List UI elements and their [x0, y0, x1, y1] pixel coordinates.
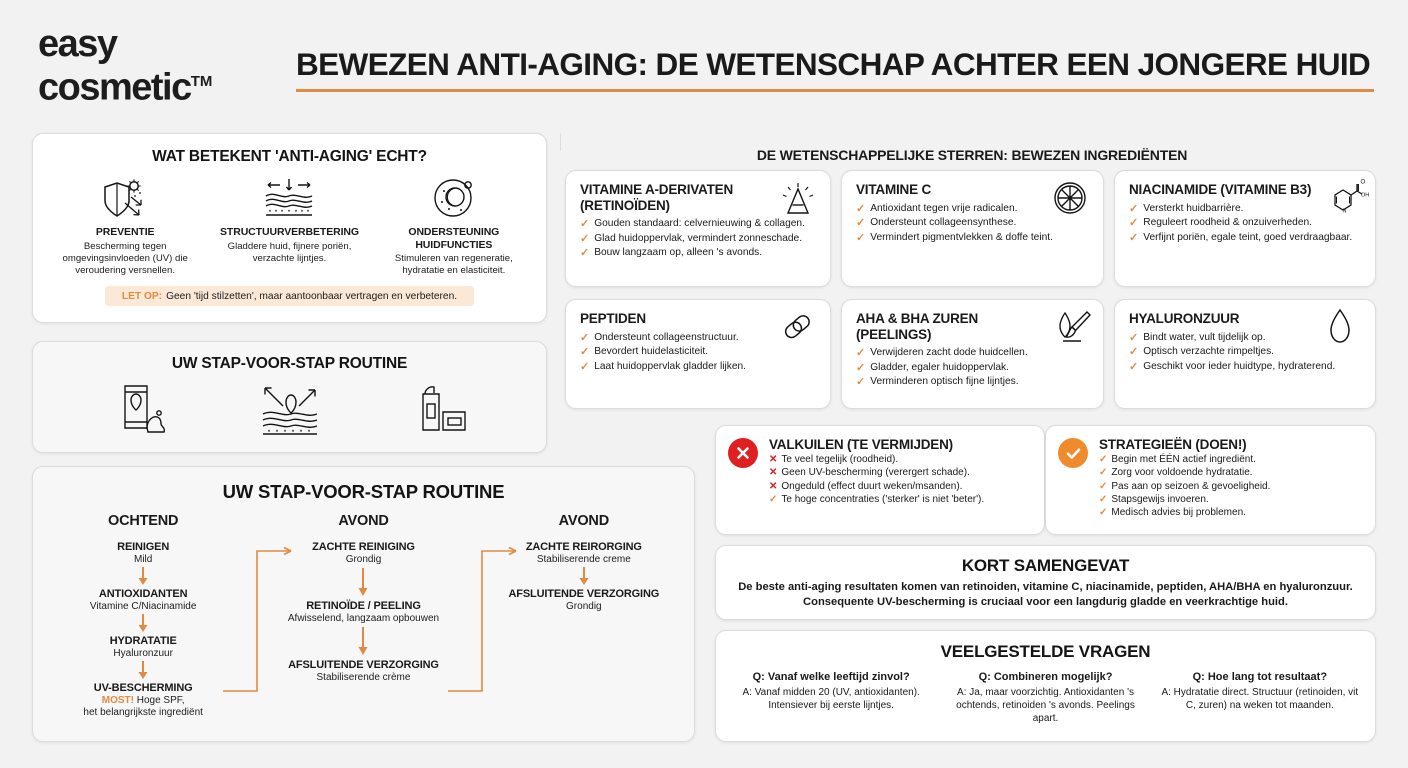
check-icon: ✓	[856, 231, 866, 244]
flow-step-sub: Hyaluronzuur	[113, 648, 173, 659]
retinoid-a-icon	[778, 179, 818, 219]
flow-connectors	[33, 467, 696, 743]
check-icon: ✓	[580, 360, 590, 373]
pitfalls-wrap	[716, 426, 1044, 506]
pitfall-item: ✓ Te hoge concentraties ('sterker' is niet 'beter').	[769, 493, 985, 505]
bullet-item: ✓ Bevordert huidelasticiteit.	[580, 346, 709, 358]
ingredient-head	[842, 171, 1103, 198]
flow-step-head: ZACHTE REIRORGING	[525, 541, 642, 553]
x-icon: ✕	[769, 454, 778, 465]
check-icon: ✓	[856, 202, 866, 215]
check-icon: ✓	[1099, 507, 1108, 519]
faq-question: Q: Vanaf welke leeftijd zinvol?	[752, 671, 910, 683]
ingredient-bullets	[566, 213, 830, 261]
molecule-icon	[1323, 179, 1370, 219]
flow-step-head: AFSLUITENDE VERZORGING	[508, 588, 660, 600]
bullet-item: ✓ Optisch verzachte rimpeltjes.	[1129, 346, 1275, 358]
bullet-item: ✓ Reguleert roodheid & onzuiverheden.	[1129, 217, 1312, 229]
check-icon: ✓	[580, 331, 590, 344]
strategy-item: ✓ Stapsgewijs invoeren.	[1099, 493, 1209, 505]
brand-line-1: easy	[38, 23, 117, 65]
faq-question: Q: Combineren mogelijk?	[978, 671, 1113, 683]
skin-layers-icon	[213, 177, 365, 221]
x-icon: ✕	[769, 480, 778, 492]
strategy-item: ✓ Begin met ÉÉN actief ingrediënt.	[1099, 454, 1256, 465]
card-pitfalls	[715, 425, 1045, 535]
section-divider	[560, 133, 561, 151]
card-strategies	[1045, 425, 1376, 535]
check-icon: ✓	[1129, 346, 1139, 358]
faq-columns	[716, 670, 1375, 725]
faq-answer: A: Hydratatie direct. Structuur (retinoiden, vit C, zuren) na weken tot maanden.	[1161, 687, 1359, 711]
meaning-desc: Gladdere huid, fijnere poriën, verzachte lijntjes.	[227, 240, 352, 264]
ingredient-head	[842, 300, 1103, 342]
ingredient-card-aha-bha	[841, 299, 1104, 409]
flow-step-sub: Grondig	[345, 554, 382, 565]
check-circle-icon	[1058, 438, 1088, 468]
flow-step-head: RETINOÏDE / PEELING	[306, 600, 421, 612]
ingredient-card-vitamin-c	[841, 170, 1104, 287]
bullet-item: ✓ Ondersteunt collageenstructuur.	[580, 331, 739, 344]
pitfalls-body	[769, 437, 1032, 506]
check-icon: ✓	[1099, 467, 1108, 479]
faq-item	[938, 670, 1152, 725]
ingredient-card-retinoids	[565, 170, 831, 287]
ingredient-card-niacinamide	[1114, 170, 1376, 287]
meaning-heading: ONDERSTEUNING HUIDFUNCTIES	[408, 226, 500, 251]
pitfall-item: ✕ Te veel tegelijk (roodheid).	[769, 454, 899, 465]
check-icon: ✓	[856, 376, 866, 388]
page-title: BEWEZEN ANTI-AGING: DE WETENSCHAP ACHTER EEN JONGERE HUID	[296, 46, 1371, 82]
flow-col-title: AVOND	[558, 513, 609, 529]
hydration-skin-icon	[214, 379, 365, 439]
flow-step-head: AFSLUITENDE VERZORGING	[288, 659, 439, 671]
check-icon: ✓	[1129, 331, 1139, 344]
strategy-item: ✓ Zorg voor voldoende hydratatie.	[1099, 467, 1253, 479]
svg-text:OH: OH	[1361, 192, 1370, 199]
flow-step-sub: MOST! Hoge SPF,	[101, 695, 185, 706]
x-icon: ✕	[769, 467, 778, 479]
ingredients-section-heading: DE WETENSCHAPPELIJKE STERREN: BEWEZEN INGREDIËNTEN	[756, 147, 1188, 163]
faq-answer: A: Ja, maar voorzichtig. Antioxidanten 's ochtends, retinoiden 's avonds. Peelings apart.	[956, 687, 1135, 724]
flow-step-head: UV-BESCHERMING	[93, 682, 193, 694]
strategy-item: ✓ Pas aan op seizoen & gevoeligheid.	[1099, 480, 1271, 492]
shield-sun-icon	[49, 177, 201, 221]
check-icon: ✓	[1099, 493, 1108, 505]
meaning-heading: STRUCTUURVERBETERING	[220, 226, 359, 238]
meaning-desc: Bescherming tegen omgevingsinvloeden (UV) die veroudering versnellen.	[62, 240, 188, 276]
faq-question: Q: Hoe lang tot resultaat?	[1192, 671, 1328, 683]
bullet-item: ✓ Bouw langzaam op, alleen 's avonds.	[580, 247, 763, 259]
bullet-item: ✓ Versterkt huidbarrière.	[1129, 202, 1244, 215]
check-icon: ✓	[1099, 480, 1108, 492]
ingredient-name: VITAMINE C	[856, 182, 931, 197]
routine-icon-row	[33, 379, 546, 439]
meaning-col-prevention	[43, 177, 207, 277]
check-icon: ✓	[580, 232, 590, 245]
pitfall-item: ✕ Geen UV-bescherming (verergert schade).	[769, 467, 970, 479]
header-title-wrap	[296, 44, 1374, 92]
check-icon: ✓	[580, 218, 590, 230]
check-icon: ✓	[1129, 202, 1139, 215]
faq-item	[724, 670, 938, 725]
ingredient-name: NIACINAMIDE (VITAMINE B3)	[1129, 182, 1312, 197]
svg-text:N: N	[1342, 208, 1347, 215]
faq-title: VEELGESTELDE VRAGEN	[940, 642, 1151, 661]
card-routine-flow	[32, 466, 695, 742]
bullet-item: ✓ Vermindert pigmentvlekken & doffe teint.	[856, 231, 1053, 244]
meaning-desc: Stimuleren van regeneratie, hydratatie en elasticiteit.	[394, 253, 513, 277]
check-icon: ✓	[580, 346, 590, 358]
ingredient-card-hyaluronic	[1114, 299, 1376, 409]
bullet-item: ✓ Verminderen optisch fijne lijntjes.	[856, 376, 1019, 388]
bullet-item: ✓ Gouden standaard: celvernieuwing & collagen.	[580, 218, 805, 230]
flow-step-sub: Grondig	[566, 601, 602, 612]
card-title-flow: UW STAP-VOOR-STAP ROUTINE	[222, 481, 505, 502]
card-summary	[715, 545, 1376, 620]
bullet-item: ✓ Ondersteunt collageensynthese.	[856, 217, 1017, 229]
flow-step-sub: Stabiliserende creme	[536, 554, 631, 565]
bullet-item: ✓ Bindt water, vult tijdelijk op.	[1129, 331, 1266, 344]
bullet-item: ✓ Geschikt voor ieder huidtype, hydraterend.	[1129, 360, 1336, 373]
ingredient-name: PEPTIDEN	[580, 311, 646, 326]
flow-step-head: ZACHTE REINIGING	[312, 541, 415, 553]
serum-bottles-icon	[365, 379, 516, 439]
summary-title: KORT SAMENGEVAT	[961, 556, 1130, 575]
ingredient-bullets	[842, 342, 1103, 390]
check-icon: ✓	[856, 217, 866, 229]
flow-step-sub: Vitamine C/Niacinamide	[89, 601, 197, 612]
check-icon: ✓	[580, 247, 590, 259]
flow-step-sub2: het belangrijkste ingrediënt	[83, 707, 203, 718]
trademark-mark: TM	[190, 73, 213, 90]
drop-brush-icon	[1051, 308, 1091, 348]
strategies-wrap	[1046, 426, 1375, 519]
ingredient-card-peptides	[565, 299, 831, 409]
card-faq	[715, 630, 1376, 742]
check-icon: ✓	[856, 347, 866, 359]
summary-text: De beste anti-aging resultaten komen van retinoiden, vitamine C, niacinamide, peptiden, AHA/BHA en hyaluronzuur. Consequente UV-bescherming is cruciaal voor een langdurig gladde en veerkrachtige huid.	[738, 581, 1353, 608]
check-icon: ✓	[856, 361, 866, 374]
ingredient-head	[566, 171, 830, 213]
card-title-meaning: WAT BETEKENT 'ANTI-AGING' ECHT?	[152, 148, 427, 165]
check-icon: ✓	[1129, 217, 1139, 229]
citrus-slice-icon	[1051, 179, 1091, 219]
ingredient-head	[566, 300, 830, 327]
flow-step-head: HYDRATATIE	[109, 635, 177, 647]
note-label: LET OP:	[121, 290, 163, 302]
check-icon: ✓	[1099, 454, 1108, 465]
flow-step-sub: Stabiliserende crème	[316, 672, 411, 683]
flow-col-title: AVOND	[338, 513, 389, 529]
strategies-title: STRATEGIEËN (DOEN!)	[1099, 437, 1247, 452]
title-underline	[296, 89, 1374, 92]
x-circle-icon	[728, 438, 758, 468]
ingredient-name: HYALURONZUUR	[1129, 311, 1240, 326]
card-title-routine-icons: UW STAP-VOOR-STAP ROUTINE	[171, 355, 408, 372]
check-icon: ✓	[1129, 360, 1139, 373]
bullet-item: ✓ Laat huidoppervlak gladder lijken.	[580, 360, 747, 373]
ingredient-name: VITAMINE A-DERIVATEN (RETINOÏDEN)	[580, 182, 733, 213]
strategies-body	[1099, 437, 1363, 519]
check-icon: ✓	[769, 493, 778, 505]
meaning-columns	[33, 177, 546, 277]
pitfall-item: ✕ Ongeduld (effect duurt weken/msanden).	[769, 480, 963, 492]
bullet-item: ✓ Verfijnt poriën, egale teint, goed verdraagbaar.	[1129, 231, 1353, 244]
faq-answer: A: Vanaf midden 20 (UV, antioxidanten). Intensiever bij eerste lijntjes.	[742, 687, 920, 711]
flow-col-title: OCHTEND	[108, 513, 179, 529]
flow-step-head: ANTIOXIDANTEN	[98, 588, 188, 600]
note-banner	[105, 286, 474, 306]
ingredient-head	[1115, 300, 1375, 327]
meaning-col-support	[372, 177, 536, 277]
faq-item	[1153, 670, 1367, 725]
most-badge: MOST!	[101, 695, 134, 706]
chain-link-icon	[778, 308, 818, 348]
flow-step-sub: Mild	[133, 554, 153, 565]
card-what-is-antiaging	[32, 133, 547, 323]
ingredient-name: AHA & BHA ZUREN (PEELINGS)	[856, 311, 978, 342]
bullet-item: ✓ Glad huidoppervlak, vermindert zonneschade.	[580, 232, 803, 245]
meaning-col-structure	[207, 177, 371, 277]
card-routine-icons	[32, 341, 547, 453]
note-text: Geen 'tijd stilzetten', maar aantoonbaar vertragen en verbeteren.	[166, 290, 458, 302]
check-icon: ✓	[1129, 231, 1139, 244]
bullet-item: ✓ Verwijderen zacht dode huidcellen.	[856, 347, 1028, 359]
cleanser-tube-icon	[63, 379, 214, 439]
flow-step-sub: Afwisselend, langzaam opbouwen	[287, 613, 440, 624]
water-drop-icon	[1323, 308, 1363, 348]
bullet-item: ✓ Antioxidant tegen vrije radicalen.	[856, 202, 1018, 215]
flow-step-head: REINIGEN	[117, 541, 170, 553]
bullet-item: ✓ Gladder, egaler huidoppervlak.	[856, 361, 1009, 374]
meaning-heading: PREVENTIE	[95, 226, 155, 238]
cell-orbit-icon	[378, 177, 530, 221]
strategy-item: ✓ Medisch advies bij problemen.	[1099, 507, 1246, 519]
pitfalls-title: VALKUILEN (TE VERMIJDEN)	[769, 437, 953, 452]
brand-line-2: cosmetic™	[38, 66, 213, 109]
svg-text:O: O	[1360, 179, 1366, 186]
header	[0, 0, 1408, 120]
brand-logo	[38, 23, 288, 109]
